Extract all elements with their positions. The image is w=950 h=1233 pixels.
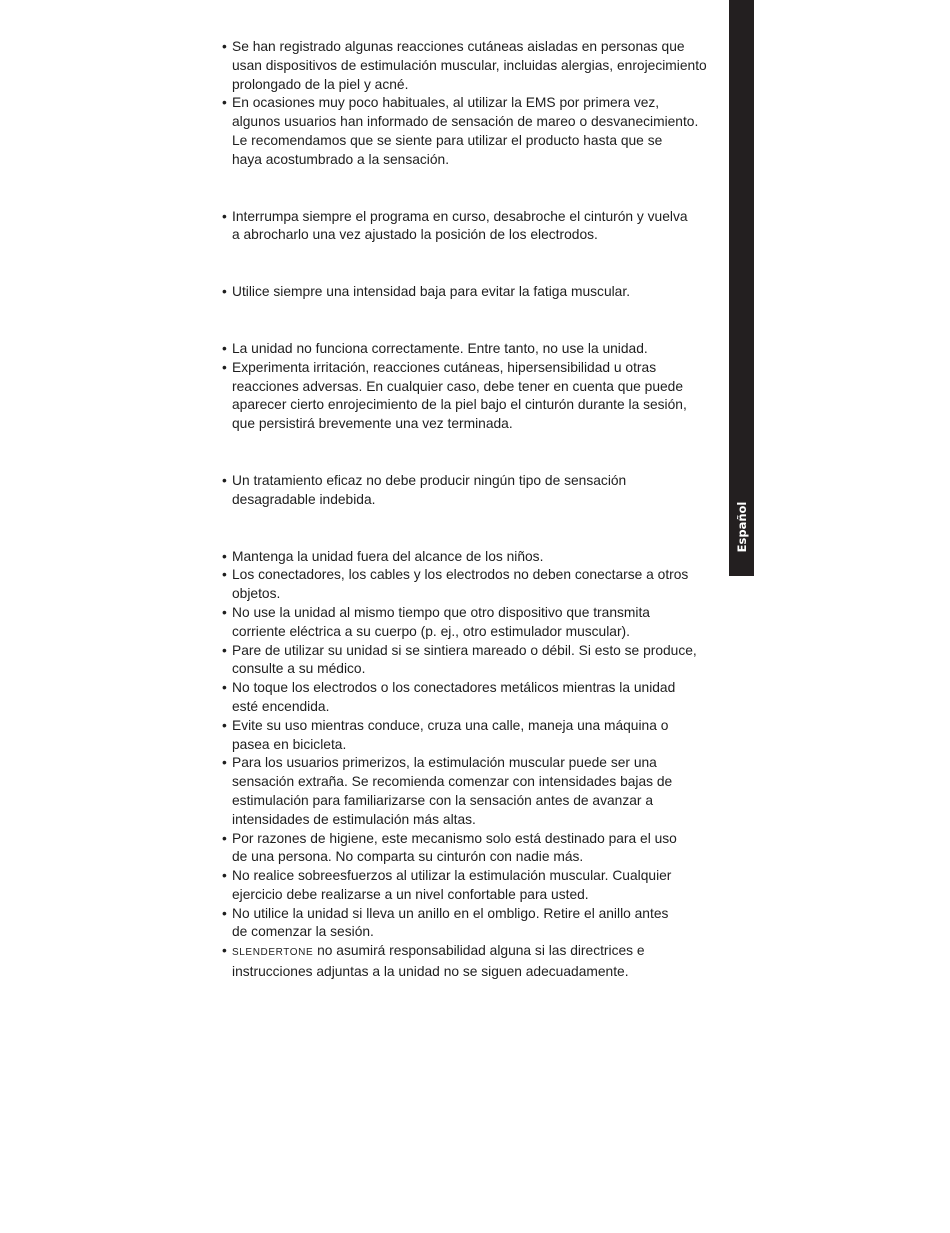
bullet-text-line bbox=[232, 396, 732, 415]
bullet-icon: • bbox=[222, 868, 227, 884]
bullet-text-line bbox=[232, 848, 732, 867]
bullet-text-line bbox=[232, 773, 732, 792]
bullet-text-line bbox=[232, 208, 732, 227]
bullet-text-line bbox=[232, 151, 732, 170]
line-text: sensación extraña. Se recomienda comenzar con intensidades bajas de bbox=[232, 774, 673, 790]
bullet-icon: • bbox=[222, 830, 227, 846]
bullet-item bbox=[222, 208, 732, 246]
bullet-item bbox=[222, 38, 732, 94]
section-gap bbox=[222, 245, 732, 283]
bullet-item bbox=[222, 830, 732, 868]
bullet-text-line bbox=[232, 548, 732, 567]
bullet-item bbox=[222, 359, 732, 434]
line-text: a abrocharlo una vez ajustado la posición de los electrodos. bbox=[232, 227, 598, 243]
bullet-item bbox=[222, 679, 732, 717]
language-side-tab bbox=[729, 0, 754, 576]
bullet-text-line bbox=[232, 623, 732, 642]
bullet-text-line bbox=[232, 57, 732, 76]
line-text: estimulación para familiarizarse con la sensación antes de avanzar a bbox=[232, 792, 654, 808]
bullet-text-line bbox=[232, 491, 732, 510]
bullet-text-line bbox=[232, 585, 732, 604]
bullet-icon: • bbox=[222, 755, 227, 771]
line-text: Mantenga la unidad fuera del alcance de los niños. bbox=[232, 548, 544, 564]
bullet-icon: • bbox=[222, 943, 227, 959]
bullet-item bbox=[222, 905, 732, 943]
bullet-icon: • bbox=[222, 472, 227, 488]
line-text: intensidades de estimulación más altas. bbox=[232, 811, 476, 827]
line-text: Evite su uso mientras conduce, cruza una calle, maneja una máquina o bbox=[232, 717, 669, 733]
bullet-icon: • bbox=[222, 680, 227, 696]
bullet-text-line bbox=[232, 942, 732, 963]
bullet-text-line bbox=[232, 76, 732, 95]
line-text: pasea en bicicleta. bbox=[232, 736, 347, 752]
bullet-text-line bbox=[232, 38, 732, 57]
bullet-text-line bbox=[232, 566, 732, 585]
bullet-text-line bbox=[232, 886, 732, 905]
bullet-item bbox=[222, 942, 732, 982]
line-text: Le recomendamos que se siente para utilizar el producto hasta que se bbox=[232, 132, 663, 148]
bullet-icon: • bbox=[222, 208, 227, 224]
bullet-icon: • bbox=[222, 39, 227, 54]
bullet-item bbox=[222, 642, 732, 680]
bullet-text-line bbox=[232, 378, 732, 397]
bullet-section bbox=[222, 283, 732, 302]
line-text: haya acostumbrado a la sensación. bbox=[232, 151, 450, 167]
line-text: Se han registrado algunas reacciones cutáneas aisladas en personas que bbox=[232, 39, 685, 54]
bullet-item bbox=[222, 340, 732, 359]
bullet-item bbox=[222, 283, 732, 302]
line-text: instrucciones adjuntas a la unidad no se siguen adecuadamente. bbox=[232, 964, 629, 980]
line-text: prolongado de la piel y acné. bbox=[232, 76, 409, 92]
bullet-item bbox=[222, 566, 732, 604]
line-text: aparecer cierto enrojecimiento de la piel bajo el cinturón durante la sesión, bbox=[232, 397, 687, 413]
bullet-section bbox=[222, 472, 732, 510]
bullet-item bbox=[222, 717, 732, 755]
line-text: de una persona. No comparta su cinturón con nadie más. bbox=[232, 849, 584, 865]
bullet-section bbox=[222, 548, 732, 982]
line-text: Utilice siempre una intensidad baja para evitar la fatiga muscular. bbox=[232, 284, 631, 300]
bullet-text-line bbox=[232, 923, 732, 942]
bullet-icon: • bbox=[222, 548, 227, 564]
line-text: ejercicio debe realizarse a un nivel confortable para usted. bbox=[232, 886, 589, 902]
bullet-text-line bbox=[232, 679, 732, 698]
bullet-icon: • bbox=[222, 604, 227, 620]
line-text: consulte a su médico. bbox=[232, 661, 366, 677]
bullet-item bbox=[222, 867, 732, 905]
language-tab-label: Español bbox=[734, 501, 749, 553]
line-text: No toque los electrodos o los conectadores metálicos mientras la unidad bbox=[232, 680, 676, 696]
bullet-icon: • bbox=[222, 905, 227, 921]
bullet-item bbox=[222, 472, 732, 510]
line-text: usan dispositivos de estimulación muscular, incluidas alergias, enrojecimiento bbox=[232, 57, 707, 73]
line-text: que persistirá brevemente una vez terminada. bbox=[232, 416, 513, 432]
bullet-text-line bbox=[232, 340, 732, 359]
bullet-text-line bbox=[232, 472, 732, 491]
section-gap bbox=[222, 434, 732, 472]
bullet-item bbox=[222, 754, 732, 829]
bullet-icon: • bbox=[222, 340, 227, 356]
line-text: No realice sobreesfuerzos al utilizar la estimulación muscular. Cualquier bbox=[232, 868, 672, 884]
line-text: No use la unidad al mismo tiempo que otro dispositivo que transmita bbox=[232, 604, 650, 620]
line-text: corriente eléctrica a su cuerpo (p. ej., otro estimulador muscular). bbox=[232, 623, 630, 639]
bullet-icon: • bbox=[222, 567, 227, 583]
line-text: Interrumpa siempre el programa en curso, desabroche el cinturón y vuelva bbox=[232, 208, 688, 224]
bullet-text-line bbox=[232, 132, 732, 151]
line-text: Por razones de higiene, este mecanismo solo está destinado para el uso bbox=[232, 830, 677, 846]
line-text: La unidad no funciona correctamente. Entre tanto, no use la unidad. bbox=[232, 340, 648, 356]
line-text: algunos usuarios han informado de sensación de mareo o desvanecimiento. bbox=[232, 114, 699, 130]
bullet-text-line bbox=[232, 830, 732, 849]
bullet-item bbox=[222, 94, 732, 169]
bullet-text-line bbox=[232, 359, 732, 378]
bullet-text-line bbox=[232, 792, 732, 811]
brand-name: SLENDERTONE bbox=[232, 947, 314, 959]
bullet-section bbox=[222, 38, 732, 170]
line-text: Los conectadores, los cables y los electrodos no deben conectarse a otros bbox=[232, 567, 689, 583]
bullet-text-line bbox=[232, 754, 732, 773]
section-gap bbox=[222, 170, 732, 208]
bullet-text-line bbox=[232, 94, 732, 113]
bullet-icon: • bbox=[222, 717, 227, 733]
bullet-section bbox=[222, 208, 732, 246]
bullet-text-line bbox=[232, 698, 732, 717]
bullet-icon: • bbox=[222, 284, 227, 300]
bullet-item bbox=[222, 604, 732, 642]
bullet-text-line bbox=[232, 113, 732, 132]
line-text: Un tratamiento eficaz no debe producir ningún tipo de sensación bbox=[232, 472, 627, 488]
bullet-item bbox=[222, 548, 732, 567]
bullet-icon: • bbox=[222, 642, 227, 658]
bullet-text-line bbox=[232, 867, 732, 886]
bullet-icon: • bbox=[222, 95, 227, 111]
bullet-text-line bbox=[232, 963, 732, 982]
section-gap bbox=[222, 510, 732, 548]
line-text: objetos. bbox=[232, 586, 281, 602]
line-text: de comenzar la sesión. bbox=[232, 924, 374, 940]
bullet-text-line bbox=[232, 736, 732, 755]
bullet-icon: • bbox=[222, 359, 227, 375]
line-text: esté encendida. bbox=[232, 698, 330, 714]
bullet-text-line bbox=[232, 415, 732, 434]
line-text: Experimenta irritación, reacciones cutáneas, hipersensibilidad u otras bbox=[232, 359, 657, 375]
document-body bbox=[222, 38, 732, 982]
bullet-text-line bbox=[232, 642, 732, 661]
section-gap bbox=[222, 302, 732, 340]
bullet-section bbox=[222, 340, 732, 434]
bullet-text-line bbox=[232, 283, 732, 302]
line-text: Para los usuarios primerizos, la estimulación muscular puede ser una bbox=[232, 755, 657, 771]
bullet-text-line bbox=[232, 604, 732, 623]
line-text: reacciones adversas. En cualquier caso, debe tener en cuenta que puede bbox=[232, 378, 684, 394]
line-text: Pare de utilizar su unidad si se sintiera mareado o débil. Si esto se produce, bbox=[232, 642, 697, 658]
bullet-text-line bbox=[232, 811, 732, 830]
line-text: no asumirá responsabilidad alguna si las directrices e bbox=[313, 943, 645, 959]
bullet-text-line bbox=[232, 717, 732, 736]
bullet-text-line bbox=[232, 905, 732, 924]
line-text: No utilice la unidad si lleva un anillo en el ombligo. Retire el anillo antes bbox=[232, 905, 669, 921]
line-text: desagradable indebida. bbox=[232, 491, 376, 507]
line-text: En ocasiones muy poco habituales, al utilizar la EMS por primera vez, bbox=[232, 95, 660, 111]
bullet-text-line bbox=[232, 660, 732, 679]
bullet-text-line bbox=[232, 226, 732, 245]
